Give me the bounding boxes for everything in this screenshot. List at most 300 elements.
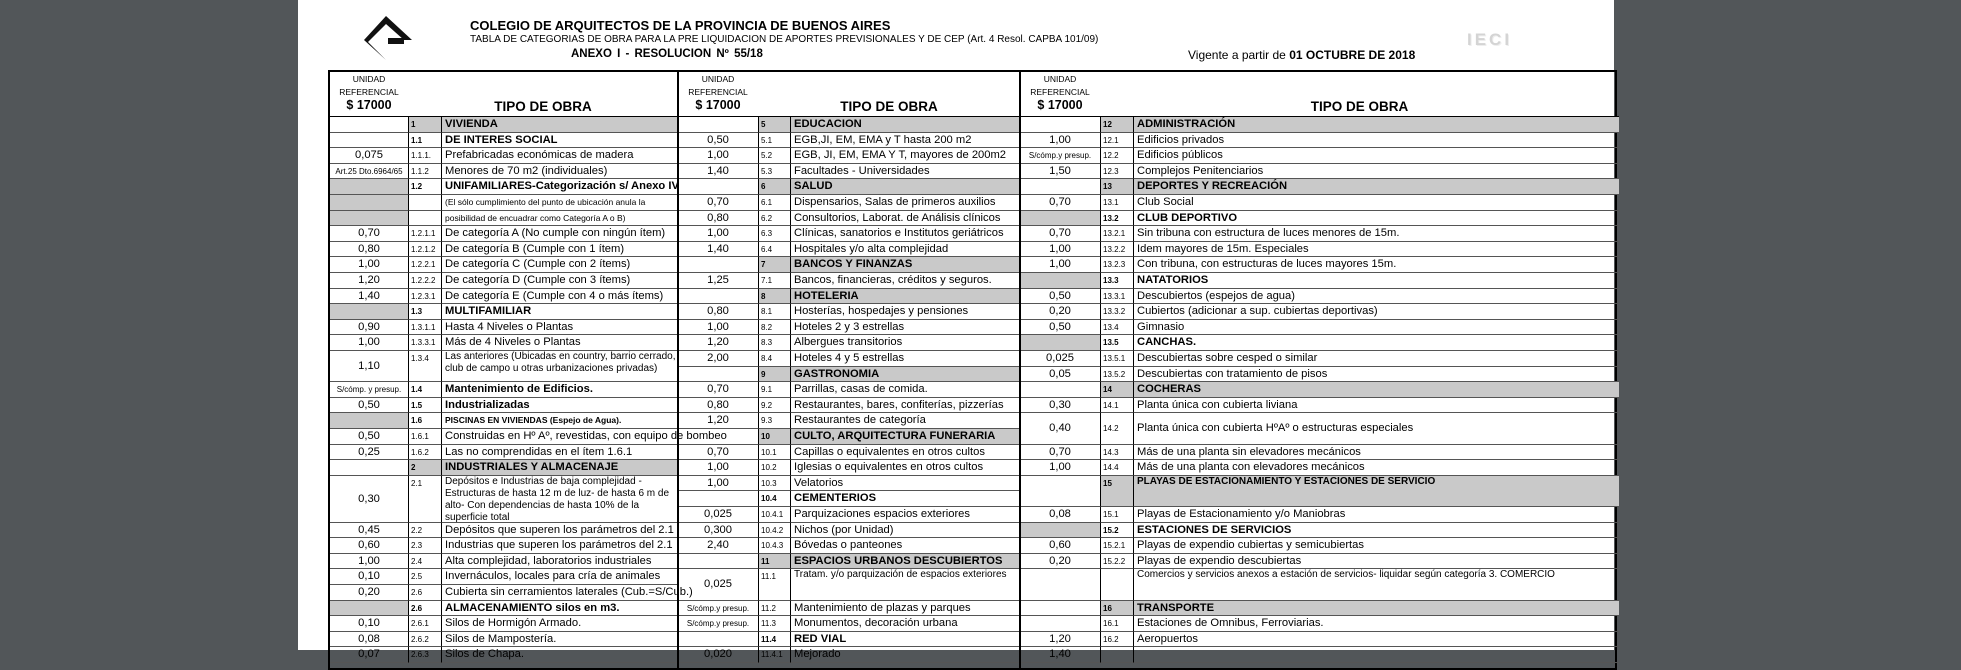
item-description: Edificios privados <box>1133 133 1619 149</box>
item-description: Hoteles 2 y 3 estrellas <box>790 320 1020 336</box>
item-code: 1.4 <box>408 382 441 398</box>
item-description: VIVIENDA <box>441 117 678 133</box>
item-description: Comercios y servicios anexos a estación de servicios- liquidar según categoría 3. COMERCIO <box>1133 569 1619 600</box>
unit-value <box>678 632 758 648</box>
unit-value <box>1020 211 1100 227</box>
document-page <box>298 0 1614 661</box>
unit-value: 0,70 <box>678 195 758 211</box>
unit-header-unit-line1: UNIDAD <box>701 74 735 84</box>
item-code: 11.1 <box>758 569 790 600</box>
item-description: Idem mayores de 15m. Especiales <box>1133 242 1619 258</box>
item-description: Cubierta sin cerramientos laterales (Cub.=S/Cub.) <box>441 585 678 601</box>
unit-value: 0,45 <box>330 523 408 539</box>
item-description: Consultorios, Laborat. de Análisis clínicos <box>790 211 1020 227</box>
item-description: ADMINISTRACIÓN <box>1133 117 1619 133</box>
item-description: Playas de expendio descubiertas <box>1133 554 1619 570</box>
item-description: Hasta 4 Niveles o Plantas <box>441 320 678 336</box>
unit-value: Art.25 Dto.6964/65 <box>330 164 408 180</box>
unit-value: 1,40 <box>678 242 758 258</box>
item-description: CULTO, ARQUITECTURA FUNERARIA <box>790 429 1020 445</box>
item-description: Tratam. y/o parquización de espacios exteriores <box>790 569 1020 600</box>
item-description: NATATORIOS <box>1133 273 1619 289</box>
unit-value: 0,20 <box>1020 304 1100 320</box>
unit-value: 0,10 <box>330 616 408 632</box>
unit-value: 1,10 <box>330 351 408 382</box>
item-description: EGB,JI, EM, EMA y T hasta 200 m2 <box>790 133 1020 149</box>
unit-value: 1,00 <box>678 476 758 492</box>
unit-value: 0,300 <box>678 523 758 539</box>
unit-value <box>330 211 408 227</box>
unit-value: 0,80 <box>678 398 758 414</box>
unit-value <box>330 179 408 195</box>
unit-value: 0,25 <box>330 445 408 461</box>
unit-value: 0,10 <box>330 569 408 585</box>
unit-header-unit-line1: UNIDAD <box>1043 74 1077 84</box>
item-code: 1.6.2 <box>408 445 441 461</box>
item-code: 11.3 <box>758 616 790 632</box>
unit-value: 0,80 <box>678 211 758 227</box>
unit-value: 0,05 <box>1020 367 1100 383</box>
item-description: Albergues transitorios <box>790 335 1020 351</box>
item-code: 6.1 <box>758 195 790 211</box>
unit-value: 0,50 <box>1020 289 1100 305</box>
item-code: 10.1 <box>758 445 790 461</box>
item-code: 5.3 <box>758 164 790 180</box>
item-code: 1.5 <box>408 398 441 414</box>
item-code: 2.6.1 <box>408 616 441 632</box>
item-description: CANCHAS. <box>1133 335 1619 351</box>
unit-value: 0,025 <box>1020 351 1100 367</box>
item-description: ALMACENAMIENTO silos en m3. <box>441 601 678 617</box>
item-description: Gimnasio <box>1133 320 1619 336</box>
item-code: 8.1 <box>758 304 790 320</box>
unit-value <box>1020 335 1100 351</box>
item-code: 13 <box>1100 179 1133 195</box>
item-code: 13.3 <box>1100 273 1133 289</box>
item-description <box>1133 647 1619 663</box>
item-code: 16 <box>1100 601 1133 617</box>
item-description: Capillas o equivalentes en otros cultos <box>790 445 1020 461</box>
item-description: Depósitos que superen los parámetros del 2.1 <box>441 523 678 539</box>
unit-value: 1,00 <box>678 460 758 476</box>
item-description: Hosterías, hospedajes y pensiones <box>790 304 1020 320</box>
item-description: Hospitales y/o alta complejidad <box>790 242 1020 258</box>
unit-value <box>678 179 758 195</box>
unit-value <box>1020 601 1100 617</box>
item-description: Nichos (por Unidad) <box>790 523 1020 539</box>
watermark: IECI <box>1467 30 1513 49</box>
unit-value: 0,90 <box>330 320 408 336</box>
item-description: ESPACIOS URBANOS DESCUBIERTOS <box>790 554 1020 570</box>
item-description: PLAYAS DE ESTACIONAMIENTO Y ESTACIONES DE SERVICIO <box>1133 476 1619 507</box>
item-description: Las no comprendidas en el ítem 1.6.1 <box>441 445 678 461</box>
annex-resolution: ANEXO I - RESOLUCION Nº 55/18 <box>571 48 763 60</box>
unit-header-unit-line1: UNIDAD <box>352 74 386 84</box>
item-description: Silos de Hormigón Armado. <box>441 616 678 632</box>
unit-value: 0,50 <box>678 133 758 149</box>
document-title: COLEGIO DE ARQUITECTOS DE LA PROVINCIA DE BUENOS AIRES <box>470 18 891 33</box>
unit-value: 1,00 <box>330 554 408 570</box>
item-description: CLUB DEPORTIVO <box>1133 211 1619 227</box>
item-code: 12.2 <box>1100 148 1133 164</box>
item-code: 1.3 <box>408 304 441 320</box>
item-code: 2.2 <box>408 523 441 539</box>
unit-value: 1,00 <box>330 257 408 273</box>
effective-date-label: Vigente a partir de <box>1188 48 1286 62</box>
unit-value: S/cómp.y presup. <box>678 616 758 632</box>
unit-value <box>330 117 408 133</box>
unit-value <box>1020 569 1100 600</box>
document-subtitle: TABLA DE CATEGORIAS DE OBRA PARA LA PRE LIQUIDACION DE APORTES PREVISIONALES Y DE CEP (Art. 4 Resol. CAPBA 101/09) <box>470 34 1099 45</box>
unit-value: 0,70 <box>1020 195 1100 211</box>
item-code: 15 <box>1100 476 1133 507</box>
unit-value: 0,30 <box>1020 398 1100 414</box>
item-code: 13.2 <box>1100 211 1133 227</box>
item-description: Iglesias o equivalentes en otros cultos <box>790 460 1020 476</box>
unit-value: S/cómp.y presup. <box>1020 148 1100 164</box>
item-code: 10.3 <box>758 476 790 492</box>
item-description: Mantenimiento de plazas y parques <box>790 601 1020 617</box>
item-code: 1.6 <box>408 413 441 429</box>
unit-header-unit-value: $ 17000 <box>346 98 392 112</box>
item-code: 2.6 <box>408 585 441 601</box>
item-code: 12.3 <box>1100 164 1133 180</box>
unit-value: 0,50 <box>1020 320 1100 336</box>
unit-value <box>678 289 758 305</box>
item-code: 16.1 <box>1100 616 1133 632</box>
item-description: Descubiertos (espejos de agua) <box>1133 289 1619 305</box>
item-code: 1.2.2.2 <box>408 273 441 289</box>
item-description: Prefabricadas económicas de madera <box>441 148 678 164</box>
item-description: Planta única con cubierta liviana <box>1133 398 1619 414</box>
item-description: PISCINAS EN VIVIENDAS (Espejo de Agua). <box>441 413 678 429</box>
item-description: Menores de 70 m2 (individuales) <box>441 164 678 180</box>
item-code: 2.1 <box>408 476 441 523</box>
item-code: 1.2.2.1 <box>408 257 441 273</box>
item-description: Planta única con cubierta HºAº o estructuras especiales <box>1133 413 1619 444</box>
item-description: posibilidad de encuadrar como Categoría A o B) <box>441 211 678 227</box>
item-description: Silos de Chapa. <box>441 647 678 663</box>
unit-value <box>330 460 408 476</box>
item-code <box>1100 569 1133 600</box>
item-code: 13.5.2 <box>1100 367 1133 383</box>
item-code: 2.3 <box>408 538 441 554</box>
item-description: Estaciones de Omnibus, Ferroviarias. <box>1133 616 1619 632</box>
unit-value: 0,80 <box>678 304 758 320</box>
item-description: Construidas en Hº Aº, revestidas, con equipo de bombeo <box>441 429 678 445</box>
item-description: DE INTERES SOCIAL <box>441 133 678 149</box>
item-description: Facultades - Universidades <box>790 164 1020 180</box>
item-description: Playas de Estacionamiento y/o Maniobras <box>1133 507 1619 523</box>
item-description: Restaurantes, bares, confiterías, pizzerías <box>790 398 1020 414</box>
item-description: Depósitos e Industrias de baja complejidad - Estructuras de hasta 12 m de luz- de hasta 6 m de alto- Con dependencias de hasta 10% de la superficie total <box>441 476 678 523</box>
unit-value <box>1020 476 1100 507</box>
item-code: 10.2 <box>758 460 790 476</box>
unit-value: 1,00 <box>1020 257 1100 273</box>
item-code: 11.4 <box>758 632 790 648</box>
unit-value: 0,025 <box>678 507 758 523</box>
item-description: Descubiertas con tratamiento de pisos <box>1133 367 1619 383</box>
item-code: 7.1 <box>758 273 790 289</box>
unit-value: 0,70 <box>1020 445 1100 461</box>
unit-value <box>678 117 758 133</box>
item-code: 10.4.1 <box>758 507 790 523</box>
item-description: Dispensarios, Salas de primeros auxilios <box>790 195 1020 211</box>
item-code: 2.6 <box>408 601 441 617</box>
unit-header <box>330 72 408 117</box>
unit-value: 1,20 <box>678 335 758 351</box>
tipo-de-obra-header: TIPO DE OBRA <box>1100 72 1619 117</box>
item-code: 5.1 <box>758 133 790 149</box>
item-description: UNIFAMILIARES-Categorización s/ Anexo IV <box>441 179 678 195</box>
unit-value: 1,25 <box>678 273 758 289</box>
unit-value: 1,50 <box>1020 164 1100 180</box>
item-code: 10 <box>758 429 790 445</box>
item-description: Clínicas, sanatorios e Institutos geriátricos <box>790 226 1020 242</box>
unit-value: 2,00 <box>678 351 758 367</box>
item-code: 13.4 <box>1100 320 1133 336</box>
unit-value <box>678 491 758 507</box>
item-description: Descubiertas sobre cesped o similar <box>1133 351 1619 367</box>
unit-value: 0,08 <box>330 632 408 648</box>
unit-value: 1,20 <box>678 413 758 429</box>
item-description: Aeropuertos <box>1133 632 1619 648</box>
item-description: ESTACIONES DE SERVICIOS <box>1133 523 1619 539</box>
item-code: 2 <box>408 460 441 476</box>
item-description: Más de una planta sin elevadores mecánicos <box>1133 445 1619 461</box>
item-code: 11.4.1 <box>758 647 790 663</box>
item-code: 2.4 <box>408 554 441 570</box>
item-description: DEPORTES Y RECREACIÓN <box>1133 179 1619 195</box>
item-code: 13.2.3 <box>1100 257 1133 273</box>
unit-value <box>1020 382 1100 398</box>
unit-value: 0,50 <box>330 429 408 445</box>
item-description: Mantenimiento de Edificios. <box>441 382 678 398</box>
item-code: 9.3 <box>758 413 790 429</box>
item-code: 11 <box>758 554 790 570</box>
item-description: HOTELERIA <box>790 289 1020 305</box>
item-code: 8 <box>758 289 790 305</box>
unit-value <box>330 413 408 429</box>
unit-value: S/cómp.y presup. <box>678 601 758 617</box>
item-code: 6.3 <box>758 226 790 242</box>
item-code: 13.2.2 <box>1100 242 1133 258</box>
item-code: 6.4 <box>758 242 790 258</box>
item-code: 5.2 <box>758 148 790 164</box>
item-code: 1.2.1.2 <box>408 242 441 258</box>
tipo-de-obra-header: TIPO DE OBRA <box>408 72 678 117</box>
unit-value <box>1020 273 1100 289</box>
unit-value: 2,40 <box>678 538 758 554</box>
effective-date <box>1188 48 1415 62</box>
item-code: 13.3.2 <box>1100 304 1133 320</box>
unit-value: 0,70 <box>330 226 408 242</box>
unit-header <box>1020 72 1100 117</box>
item-description: Velatorios <box>790 476 1020 492</box>
item-code: 12.1 <box>1100 133 1133 149</box>
item-description: Sin tribuna con estructura de luces menores de 15m. <box>1133 226 1619 242</box>
tipo-de-obra-header: TIPO DE OBRA <box>758 72 1020 117</box>
item-description: Alta complejidad, laboratorios industriales <box>441 554 678 570</box>
item-code: 1.3.4 <box>408 351 441 382</box>
unit-value <box>678 429 758 445</box>
unit-value: 0,60 <box>1020 538 1100 554</box>
unit-value <box>330 601 408 617</box>
item-description: Hoteles 4 y 5 estrellas <box>790 351 1020 367</box>
item-description: Playas de expendio cubiertas y semicubiertas <box>1133 538 1619 554</box>
item-code: 8.2 <box>758 320 790 336</box>
item-code: 1.2 <box>408 179 441 195</box>
item-description: Monumentos, decoración urbana <box>790 616 1020 632</box>
item-code: 10.4 <box>758 491 790 507</box>
item-code: 13.5.1 <box>1100 351 1133 367</box>
item-code: 5 <box>758 117 790 133</box>
item-description: EDUCACION <box>790 117 1020 133</box>
item-description: De categoría C (Cumple con 2 ítems) <box>441 257 678 273</box>
unit-header-unit-value: $ 17000 <box>1037 98 1083 112</box>
item-description: Club Social <box>1133 195 1619 211</box>
unit-value: 1,40 <box>330 289 408 305</box>
item-description: Parrillas, casas de comida. <box>790 382 1020 398</box>
item-description: Industrializadas <box>441 398 678 414</box>
unit-value: 0,40 <box>1020 413 1100 444</box>
unit-value: 0,70 <box>678 445 758 461</box>
item-description: Las anteriores (Ubicadas en country, barrio cerrado, club de campo u otras urbanizaciones privadas) <box>441 351 678 382</box>
item-code: 6 <box>758 179 790 195</box>
categories-table <box>328 70 1617 670</box>
capba-logo-icon <box>358 14 414 62</box>
unit-value: 0,50 <box>330 398 408 414</box>
item-description: Mejorado <box>790 647 1020 663</box>
item-code: 1.2.1.1 <box>408 226 441 242</box>
item-code <box>408 195 441 211</box>
unit-value: 0,60 <box>330 538 408 554</box>
item-code: 9.2 <box>758 398 790 414</box>
item-code: 1.2.3.1 <box>408 289 441 305</box>
item-description: Invernáculos, locales para cría de animales <box>441 569 678 585</box>
item-code: 9 <box>758 367 790 383</box>
item-code: 15.2.2 <box>1100 554 1133 570</box>
unit-header <box>678 72 758 117</box>
unit-value: 0,20 <box>330 585 408 601</box>
unit-value <box>1020 179 1100 195</box>
item-description: EGB, JI, EM, EMA Y T, mayores de 200m2 <box>790 148 1020 164</box>
item-description: INDUSTRIALES Y ALMACENAJE <box>441 460 678 476</box>
unit-value: 1,00 <box>678 226 758 242</box>
item-code: 1.3.1.1 <box>408 320 441 336</box>
item-description: Parquizaciones espacios exteriores <box>790 507 1020 523</box>
unit-value: 1,00 <box>1020 242 1100 258</box>
unit-header-unit-line2: REFERENCIAL <box>339 87 399 97</box>
unit-value: 0,020 <box>678 647 758 663</box>
item-code: 1.3.3.1 <box>408 335 441 351</box>
unit-value: 0,70 <box>1020 226 1100 242</box>
item-code: 7 <box>758 257 790 273</box>
item-description: Con tribuna, con estructuras de luces mayores 15m. <box>1133 257 1619 273</box>
column-divider <box>677 72 679 668</box>
item-code: 16.2 <box>1100 632 1133 648</box>
unit-value: 1,20 <box>330 273 408 289</box>
item-code: 15.2 <box>1100 523 1133 539</box>
item-description: GASTRONOMIA <box>790 367 1020 383</box>
item-description: MULTIFAMILIAR <box>441 304 678 320</box>
item-description: BANCOS Y FINANZAS <box>790 257 1020 273</box>
item-code: 2.6.3 <box>408 647 441 663</box>
unit-value: 1,00 <box>678 148 758 164</box>
item-code: 1 <box>408 117 441 133</box>
item-description: De categoría D (Cumple con 3 ítems) <box>441 273 678 289</box>
item-description: De categoría E (Cumple con 4 o más ítems) <box>441 289 678 305</box>
item-code: 14 <box>1100 382 1133 398</box>
item-description: RED VIAL <box>790 632 1020 648</box>
item-code: 13.3.1 <box>1100 289 1133 305</box>
item-description: Bancos, financieras, créditos y seguros. <box>790 273 1020 289</box>
unit-value: 1,00 <box>678 320 758 336</box>
unit-value <box>330 304 408 320</box>
item-code: 15.2.1 <box>1100 538 1133 554</box>
item-code: 1.1.2 <box>408 164 441 180</box>
item-description: Restaurantes de categoría <box>790 413 1020 429</box>
item-code: 13.1 <box>1100 195 1133 211</box>
item-code: 13.5 <box>1100 335 1133 351</box>
item-description: De categoría B (Cumple con 1 ítem) <box>441 242 678 258</box>
item-description: Cubiertos (adicionar a sup. cubiertas deportivas) <box>1133 304 1619 320</box>
item-description: Edificios públicos <box>1133 148 1619 164</box>
unit-value: 1,20 <box>1020 632 1100 648</box>
unit-value: 1,00 <box>330 335 408 351</box>
unit-value <box>678 554 758 570</box>
item-code: 14.2 <box>1100 413 1133 444</box>
column-divider <box>1019 72 1021 668</box>
unit-value <box>678 257 758 273</box>
unit-value: 0,30 <box>330 476 408 523</box>
item-code <box>408 211 441 227</box>
unit-value: 0,20 <box>1020 554 1100 570</box>
unit-value: 1,40 <box>1020 647 1100 663</box>
unit-value: S/cómp. y presup. <box>330 382 408 398</box>
item-code: 10.4.3 <box>758 538 790 554</box>
item-description: De categoría A (No cumple con ningún ítem) <box>441 226 678 242</box>
item-code: 8.4 <box>758 351 790 367</box>
item-code: 12 <box>1100 117 1133 133</box>
item-code: 14.1 <box>1100 398 1133 414</box>
unit-value <box>1020 616 1100 632</box>
item-code: 10.4.2 <box>758 523 790 539</box>
item-description: Industrias que superen los parámetros del 2.1 <box>441 538 678 554</box>
unit-value <box>330 195 408 211</box>
item-code: 6.2 <box>758 211 790 227</box>
unit-value <box>678 367 758 383</box>
unit-value <box>330 133 408 149</box>
item-description: SALUD <box>790 179 1020 195</box>
item-code: 2.5 <box>408 569 441 585</box>
item-description: Bóvedas o panteones <box>790 538 1020 554</box>
item-code: 14.3 <box>1100 445 1133 461</box>
item-code: 1.1 <box>408 133 441 149</box>
unit-header-unit-line2: REFERENCIAL <box>688 87 748 97</box>
unit-value: 0,80 <box>330 242 408 258</box>
item-code: 1.1.1. <box>408 148 441 164</box>
item-description: Más de 4 Niveles o Plantas <box>441 335 678 351</box>
unit-value: 1,00 <box>1020 460 1100 476</box>
unit-value: 0,70 <box>678 382 758 398</box>
item-description: Complejos Penitenciarios <box>1133 164 1619 180</box>
item-code: 13.2.1 <box>1100 226 1133 242</box>
unit-header-unit-value: $ 17000 <box>695 98 741 112</box>
unit-header-unit-line2: REFERENCIAL <box>1030 87 1090 97</box>
item-code <box>1100 647 1133 663</box>
effective-date-value: 01 OCTUBRE DE 2018 <box>1289 48 1416 62</box>
